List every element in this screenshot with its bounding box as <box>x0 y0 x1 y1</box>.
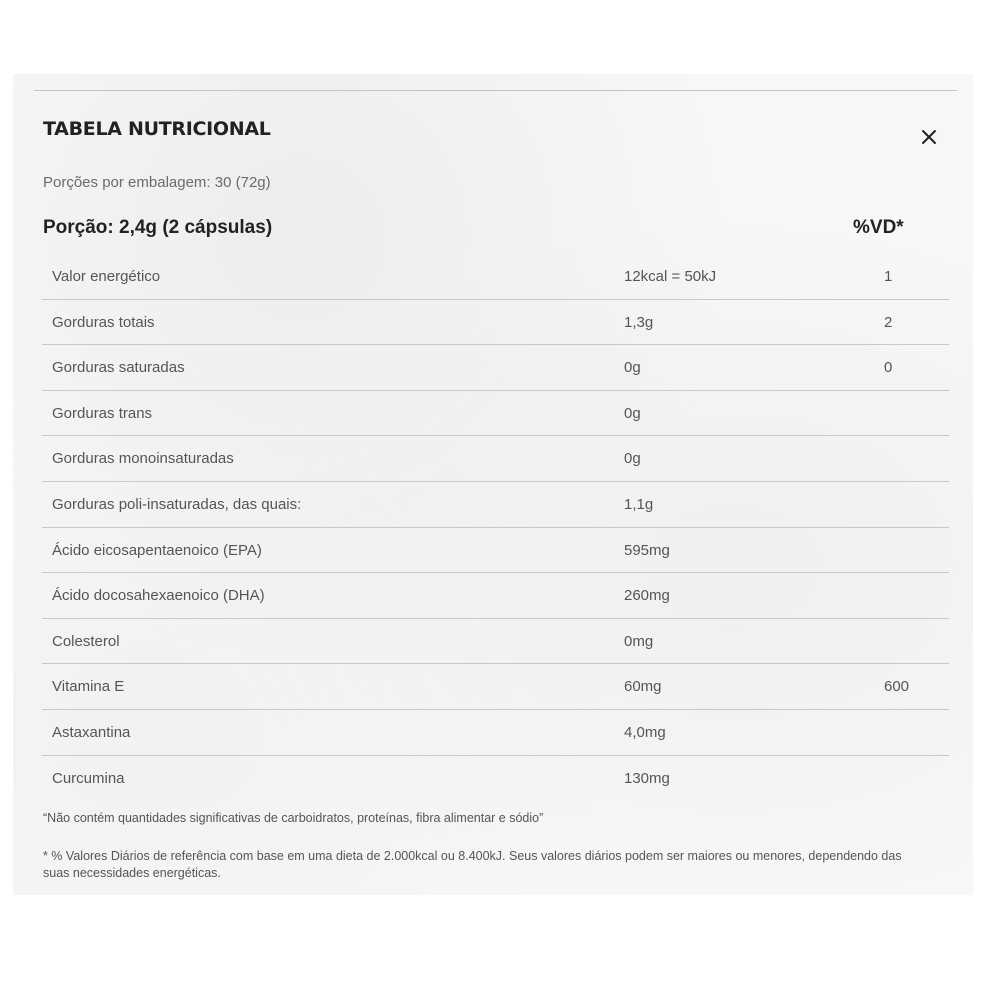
panel-title: TABELA NUTRICIONAL <box>43 118 271 140</box>
nutrient-amount: 0mg <box>624 632 654 650</box>
portions-per-package: Porções por embalagem: 30 (72g) <box>43 174 271 191</box>
nutrient-name: Valor energético <box>52 268 161 285</box>
nutrient-name: Gorduras trans <box>52 404 153 422</box>
table-row <box>42 391 949 437</box>
close-button[interactable] <box>916 124 942 150</box>
nutrient-amount: 0g <box>624 450 641 468</box>
nutrient-amount: 595mg <box>624 541 670 559</box>
nutrient-amount: 1,3g <box>624 313 654 331</box>
table-row <box>42 710 949 756</box>
nutrient-name: Ácido docosahexaenoico (DHA) <box>52 587 265 605</box>
nutrient-vd: 1 <box>884 268 893 285</box>
table-row <box>42 756 949 801</box>
nutrient-name: Gorduras monoinsaturadas <box>52 450 234 468</box>
close-icon <box>916 124 942 150</box>
table-row <box>42 528 949 574</box>
nutrient-vd: 600 <box>884 678 910 696</box>
table-row <box>42 619 949 665</box>
nutrient-name: Gorduras poli-insaturadas, das quais: <box>52 495 302 513</box>
nutrient-vd: 2 <box>884 313 893 331</box>
nutrient-amount: 12kcal = 50kJ <box>624 268 717 285</box>
nutrient-name: Vitamina E <box>52 678 125 696</box>
nutrient-amount: 4,0mg <box>624 723 666 741</box>
table-row <box>42 300 949 346</box>
table-row <box>42 436 949 482</box>
nutrient-name: Gorduras totais <box>52 313 155 331</box>
nutrient-amount: 130mg <box>624 769 670 787</box>
nutrient-amount: 60mg <box>624 678 662 696</box>
table-row <box>42 345 949 391</box>
footnote-not-significant: “Não contém quantidades significativas de carboidratos, proteínas, fibra alimentar e sódio” <box>43 811 544 825</box>
table-row <box>42 254 949 300</box>
nutrient-name: Ácido eicosapentaenoico (EPA) <box>52 541 262 559</box>
nutrient-amount: 260mg <box>624 587 670 605</box>
nutrition-panel <box>13 74 973 895</box>
vd-column-header: %VD* <box>853 217 904 238</box>
nutrient-name: Colesterol <box>52 632 120 650</box>
nutrient-amount: 0g <box>624 359 641 377</box>
nutrient-name: Gorduras saturadas <box>52 359 185 377</box>
nutrient-name: Curcumina <box>52 769 125 787</box>
nutrition-table <box>42 254 949 800</box>
portion-header <box>43 217 943 245</box>
table-row <box>42 573 949 619</box>
nutrient-vd: 0 <box>884 359 893 377</box>
table-row <box>42 482 949 528</box>
portion-size: Porção: 2,4g (2 cápsulas) <box>43 217 273 238</box>
table-row <box>42 664 949 710</box>
top-divider <box>34 90 957 91</box>
nutrient-name: Astaxantina <box>52 723 131 741</box>
nutrient-amount: 0g <box>624 404 641 422</box>
nutrient-amount: 1,1g <box>624 495 654 513</box>
footnote-daily-values: * % Valores Diários de referência com base em uma dieta de 2.000kcal ou 8.400kJ. Seus valores diários podem ser maiores ou menores, dependendo das suas necessidades energéticas. <box>43 849 902 880</box>
